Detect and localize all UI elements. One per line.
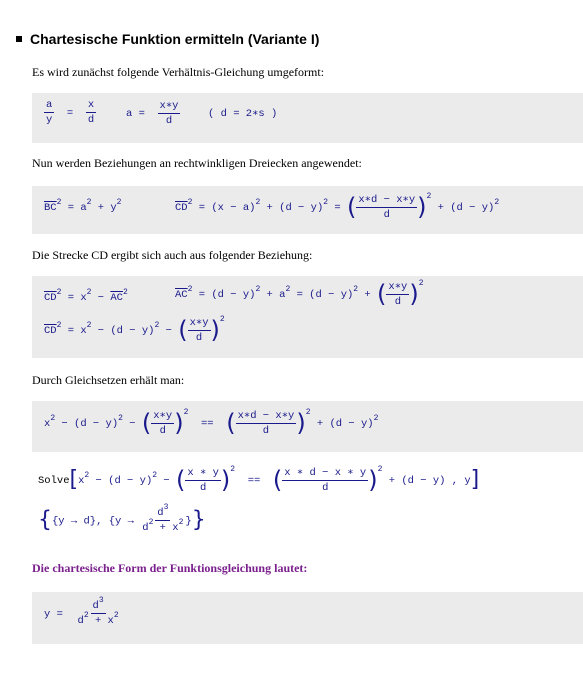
frac-num: x∗y — [159, 100, 179, 112]
bullet-icon — [16, 36, 22, 42]
section-title-text: Chartesische Funktion ermitteln (Variante I) — [30, 31, 320, 47]
segment-cd: $\overline{CD}$ — [175, 202, 188, 214]
frac-den: d — [165, 115, 173, 127]
cd-formula-box[interactable]: $\overline{CD}^2 = x^2 - \overline{AC}^2$ $\overline{AC}^2 = (d - y)^2 + a^2 = (d - y)^2$ + ( $\frac{x∗y}{d}$ )$^2$ $\overline{CD}^2 = x^2 - (d - y)^2$ − ( $\frac{x∗y}{d}$ )$^2$ — [32, 276, 583, 358]
frac-den: d — [159, 425, 166, 437]
frac-num: x — [87, 99, 95, 111]
frac-den: d — [322, 482, 329, 494]
frac-den: d — [262, 425, 270, 437]
equality-op: == — [200, 417, 214, 430]
solve-input[interactable]: $Solve[x^2 - (d - y)^2$ − ( $\frac{x ∗ y}{d}$ )$^2$ == ( $\frac{x ∗ d - x ∗ y}{d}$ )$^2$ + (d − y) , y] — [38, 464, 480, 494]
frac-den: d — [87, 114, 95, 126]
frac-den: $d^2 + x^2$ — [77, 611, 119, 627]
equals-sign: = — [66, 107, 74, 120]
frac-den: d — [383, 209, 390, 222]
frac-num: x∗y — [153, 410, 173, 422]
frac-num: $d^3$ — [157, 503, 169, 519]
solve-output: {{y → d}, {y → $\frac{d^3}{d^2 + x^2}$ }} — [38, 503, 206, 534]
frac-num: x ∗ d − x ∗ y — [284, 467, 367, 479]
intro-text: Es wird zunächst folgende Verhältnis-Gleichung umgeformt: — [32, 65, 325, 79]
frac-num: x∗y — [189, 317, 209, 329]
frac-den: y — [46, 114, 53, 126]
tail-term: + (d − y) — [437, 202, 495, 214]
final-formula-box[interactable] — [32, 592, 583, 644]
frac-num: $d^3$ — [92, 596, 104, 612]
equated-formula-box[interactable]: $x^2 - (d - y)^2$ − ( $\frac{x∗y}{d}$ )$^2$ == ( $\frac{x∗d - x∗y}{d}$ )$^2 + (d - y)^2$ — [32, 401, 583, 452]
frac-num: x ∗ y — [187, 467, 219, 479]
frac-den: d — [394, 296, 402, 308]
segment-ac: $\overline{AC}$ — [175, 288, 188, 301]
cd-text: Die Strecke CD ergibt sich auch aus folgender Beziehung: — [32, 248, 313, 262]
final-lhs: y = — [44, 608, 63, 621]
segment-bc: $\overline{BC}$ — [44, 202, 57, 214]
frac-num: x∗d − x∗y — [237, 410, 295, 422]
a-equals: a = — [126, 107, 145, 120]
solve-function: Solve — [38, 474, 70, 487]
segment-cd: $\overline{CD}$ — [44, 324, 57, 337]
solution-two: {y → — [108, 515, 134, 528]
equality-op: == — [247, 474, 261, 487]
triangle-formula-box[interactable]: $\overline{BC}^2 = a^2 + y^2$ $\overline{CD}^2 = (x - a)^2 + (d - y)^2$ = ( $\frac{x∗d - x∗y}{d}$ )$^2 + (d - y)^2$ — [32, 186, 583, 234]
segment-cd: $\overline{CD}$ — [44, 292, 57, 304]
triangles-text: Nun werden Beziehungen an rechtwinkligen Dreiecken angewendet: — [32, 156, 362, 170]
section-title — [16, 31, 319, 47]
condition: ( d = 2∗s ) — [208, 108, 278, 120]
tail-term: + (d − y) — [316, 417, 374, 430]
result-heading: Die chartesische Form der Funktionsgleichung lautet: — [32, 561, 308, 575]
solution-one: {y → d} — [52, 515, 97, 528]
tail-term: + (d − y) , y — [388, 474, 471, 487]
frac-num: x∗d − x∗y — [358, 194, 416, 207]
frac-num: a — [46, 99, 53, 111]
frac-den: $d^2 + x^2$ — [142, 518, 184, 534]
ratio-formula-box[interactable] — [32, 93, 583, 143]
frac-den: d — [199, 482, 207, 494]
segment-ac: $\overline{AC}$ — [110, 292, 123, 304]
close-brace: } — [185, 515, 192, 528]
equate-text: Durch Gleichsetzen erhält man: — [32, 373, 185, 387]
frac-num: x∗y — [388, 281, 408, 293]
frac-den: d — [195, 332, 203, 344]
